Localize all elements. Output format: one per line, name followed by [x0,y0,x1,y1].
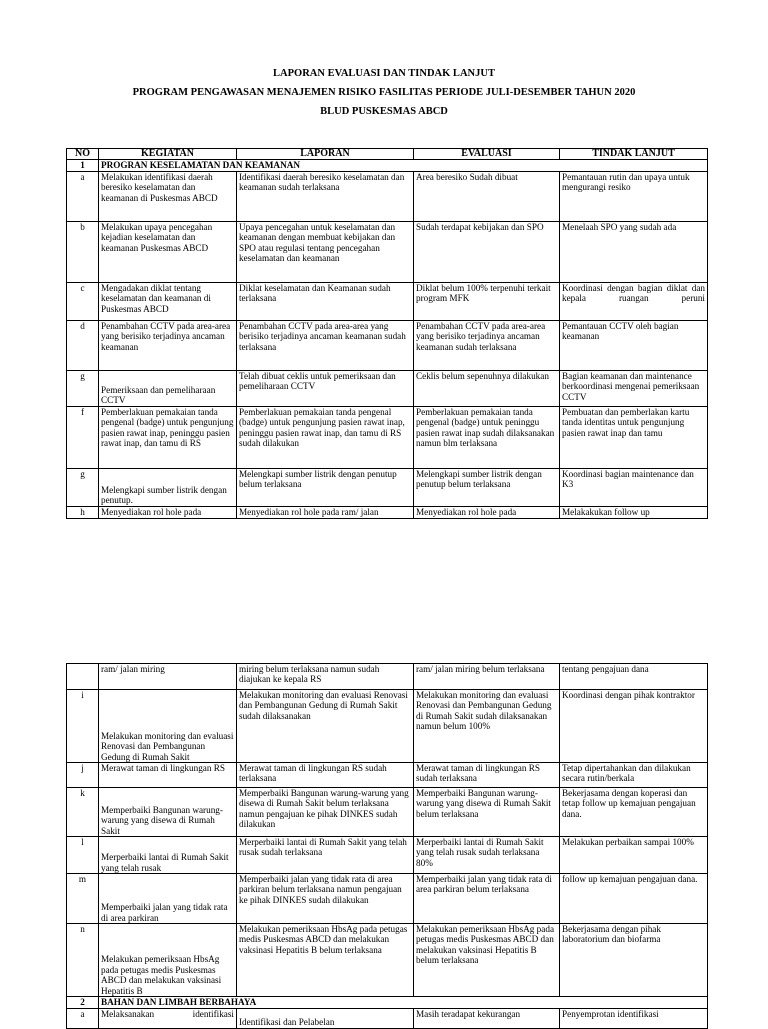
column-header-evaluasi: EVALUASI [414,149,560,160]
row-laporan: Merperbaiki lantai di Rumah Sakit yang telah rusak sudah terlaksana [237,837,414,874]
row-tindak-lanjut: Menelaah SPO yang sudah ada [560,221,708,282]
row-tindak-lanjut: tentang pengajuan dana [560,664,708,690]
row-kegiatan: Melakukan upaya pencegahan kejadian keselamatan dan keamanan Puskesmas ABCD [99,221,237,282]
row-laporan: Melengkapi sumber listrik dengan penutup belum terlaksana [237,468,414,506]
row-evaluasi: Sudah terdapat kebijakan dan SPO [414,221,560,282]
row-laporan: miring belum terlaksana namun sudah diajukan ke kepala RS [237,664,414,690]
row-kegiatan: Melaksanakan identifikasi [99,1009,237,1029]
section-row [67,160,708,171]
row-evaluasi: Ceklis belum sepenuhnya dilakukan [414,370,560,406]
row-no: k [67,788,99,837]
section-number: 1 [67,160,99,171]
row-kegiatan: Menyediakan rol hole pada [99,506,237,518]
row-laporan: Melakukan monitoring dan evaluasi Renovasi dan Pembangunan Gedung di Rumah Sakit sudah dilaksanakan [237,690,414,763]
row-evaluasi: Melakukan monitoring dan evaluasi Renovasi dan Pembangunan Gedung di Rumah Sakit sudah dilaksanakan namun belum 100% [414,690,560,763]
row-no: c [67,282,99,320]
table-row [67,837,708,874]
row-no: f [67,406,99,468]
row-tindak-lanjut: Koordinasi bagian maintenance dan K3 [560,468,708,506]
row-no: a [67,171,99,221]
row-laporan: Memperbaiki Bangunan warung-warung yang disewa di Rumah Sakit belum terlaksana namun pengajuan ke pihak DINKES sudah dilakukan [237,788,414,837]
row-evaluasi: ram/ jalan miring belum terlaksana [414,664,560,690]
column-header-laporan: LAPORAN [237,149,414,160]
table-row [67,664,708,690]
row-laporan: Memperbaiki jalan yang tidak rata di area parkiran belum terlaksana namun pengajuan ke pihak DINKES sudah dilakukan [237,874,414,924]
column-header-tindak-lanjut: TINDAK LANJUT [560,149,708,160]
table-row [67,1009,708,1029]
row-no: m [67,874,99,924]
row-laporan: Identifikasi dan Pelabelan [237,1009,414,1029]
row-laporan: Identifikasi daerah beresiko keselamatan dan keamanan sudah terlaksana [237,171,414,221]
row-kegiatan: Melengkapi sumber listrik dengan penutup. [99,468,237,506]
table-row [67,763,708,788]
table-row [67,171,708,221]
row-evaluasi: Area beresiko Sudah dibuat [414,171,560,221]
evaluation-table-page-1 [66,148,708,519]
table-row [67,690,708,763]
report-subtitle: PROGRAM PENGAWASAN MENAJEMEN RISIKO FASILITAS PERIODE JULI-DESEMBER TAHUN 2020 [132,87,636,98]
section-title: BAHAN DAN LIMBAH BERBAHAYA [99,997,708,1009]
row-no: i [67,690,99,763]
row-laporan: Telah dibuat ceklis untuk pemeriksaan dan pemeliharaan CCTV [237,370,414,406]
row-laporan: Upaya pencegahan untuk keselamatan dan keamanan dengan membuat kebijakan dan SPO atau regulasi tentang pencegahan keselamatan dan keamanan [237,221,414,282]
section-title: PROGRAN KESELAMATAN DAN KEAMANAN [99,160,708,171]
row-kegiatan: Melakukan identifikasi daerah beresiko keselamatan dan keamanan di Puskesmas ABCD [99,171,237,221]
row-laporan: Melakukan pemeriksaan HbsAg pada petugas medis Puskesmas ABCD dan melakukan vaksinasi Hepatitis B belum terlaksana [237,924,414,997]
row-kegiatan: ram/ jalan miring [99,664,237,690]
row-evaluasi: Memperbaiki Bangunan warung-warung yang disewa di Rumah Sakit belum terlaksana [414,788,560,837]
table-row [67,320,708,370]
row-evaluasi: Memperbaiki jalan yang tidak rata di area parkiran belum terlaksana [414,874,560,924]
row-kegiatan: Penambahan CCTV pada area-area yang berisiko terjadinya ancaman keamanan [99,320,237,370]
row-kegiatan: Merperbaiki lantai di Rumah Sakit yang telah rusak [99,837,237,874]
row-kegiatan: Pemeriksaan dan pemeliharaan CCTV [99,370,237,406]
row-tindak-lanjut: Pemantauan CCTV oleh bagian keamanan [560,320,708,370]
column-header-no: NO [67,149,99,160]
row-kegiatan: Pemberlakuan pemakaian tanda pengenal (badge) untuk pengunjung pasien rawat inap, peninggu pasien rawat inap, dan tamu di RS [99,406,237,468]
row-no: b [67,221,99,282]
row-tindak-lanjut: Bekerjasama dengan pihak laboratorium dan biofarma [560,924,708,997]
row-no: a [67,1009,99,1029]
row-tindak-lanjut: Koordinasi dengan bagian diklat dan kepala ruangan peruni [560,282,708,320]
row-kegiatan: Mengadakan diklat tentang keselamatan dan keamanan di Puskesmas ABCD [99,282,237,320]
table-row [67,282,708,320]
report-title: LAPORAN EVALUASI DAN TINDAK LANJUT [273,68,495,79]
row-kegiatan: Memperbaiki Bangunan warung-warung yang disewa di Rumah Sakit [99,788,237,837]
row-kegiatan: Melakukan pemeriksaan HbsAg pada petugas medis Puskesmas ABCD dan melakukan vaksinasi Hepatitis B [99,924,237,997]
row-tindak-lanjut: follow up kemajuan pengajuan dana. [560,874,708,924]
row-tindak-lanjut: Koordinasi dengan pihak kontraktor [560,690,708,763]
row-no: g [67,370,99,406]
row-no: d [67,320,99,370]
row-evaluasi: Merawat taman di lingkungan RS sudah terlaksana [414,763,560,788]
row-no: g [67,468,99,506]
table-row [67,874,708,924]
row-no: h [67,506,99,518]
table-row [67,788,708,837]
row-tindak-lanjut: Bagian keamanan dan maintenance berkoordinasi mengenai pemeriksaan CCTV [560,370,708,406]
row-laporan: Diklat keselamatan dan Keamanan sudah terlaksana [237,282,414,320]
row-evaluasi: Melakukan pemeriksaan HbsAg pada petugas medis Puskesmas ABCD dan melakukan vaksinasi Hepatitis B belum terlaksana [414,924,560,997]
row-tindak-lanjut: Pembuatan dan pemberlakan kartu tanda identitas untuk pengunjung pasien rawat inap dan tamu [560,406,708,468]
row-kegiatan: Merawat taman di lingkungan RS [99,763,237,788]
row-evaluasi: Merperbaiki lantai di Rumah Sakit yang telah rusak sudah terlaksana 80% [414,837,560,874]
table-row [67,406,708,468]
row-laporan: Pemberlakuan pemakaian tanda pengenal (badge) untuk pengunjung pasien rawat inap, peninggu pasien rawat inap, dan tamu di RS sudah dilakukan [237,406,414,468]
table-row [67,221,708,282]
row-evaluasi: Masih teradapat kekurangan [414,1009,560,1029]
table-row [67,924,708,997]
table-row [67,370,708,406]
row-tindak-lanjut: Pemantauan rutin dan upaya untuk mengurangi resiko [560,171,708,221]
row-laporan: Penambahan CCTV pada area-area yang berisiko terjadinya ancaman keamanan sudah terlaksana [237,320,414,370]
row-tindak-lanjut: Melakakukan follow up [560,506,708,518]
row-tindak-lanjut: Tetap dipertahankan dan dilakukan secara rutin/berkala [560,763,708,788]
evaluation-table-page-2 [66,663,708,1029]
column-header-kegiatan: KEGIATAN [99,149,237,160]
row-no: n [67,924,99,997]
row-no: l [67,837,99,874]
table-row [67,506,708,518]
row-evaluasi: Menyediakan rol hole pada [414,506,560,518]
row-evaluasi: Pemberlakuan pemakaian tanda pengenal (badge) untuk peninggu pasien rawat inap sudah dilaksanakan namun blm terlaksana [414,406,560,468]
row-kegiatan: Memperbaiki jalan yang tidak rata di area parkiran [99,874,237,924]
row-laporan: Menyediakan rol hole pada ram/ jalan [237,506,414,518]
row-evaluasi: Melengkapi sumber listrik dengan penutup belum terlaksana [414,468,560,506]
section-number: 2 [67,997,99,1009]
row-tindak-lanjut: Bekerjasama dengan koperasi dan tetap follow up kemajuan pengajuan dana. [560,788,708,837]
row-laporan: Merawat taman di lingkungan RS sudah terlaksana [237,763,414,788]
row-tindak-lanjut: Melakukan perbaikan sampai 100% [560,837,708,874]
row-no: j [67,763,99,788]
table-header-row [67,149,708,160]
row-tindak-lanjut: Penyemprotan identifikasi [560,1009,708,1029]
row-evaluasi: Penambahan CCTV pada area-area yang berisiko terjadinya ancaman keamanan sudah terlaksana [414,320,560,370]
row-evaluasi: Diklat belum 100% terpenuhi terkait program MFK [414,282,560,320]
report-institution: BLUD PUSKESMAS ABCD [320,106,448,117]
row-kegiatan: Melakukan monitoring dan evaluasi Renovasi dan Pembangunan Gedung di Rumah Sakit [99,690,237,763]
table-row [67,468,708,506]
row-no [67,664,99,690]
section-row [67,997,708,1009]
